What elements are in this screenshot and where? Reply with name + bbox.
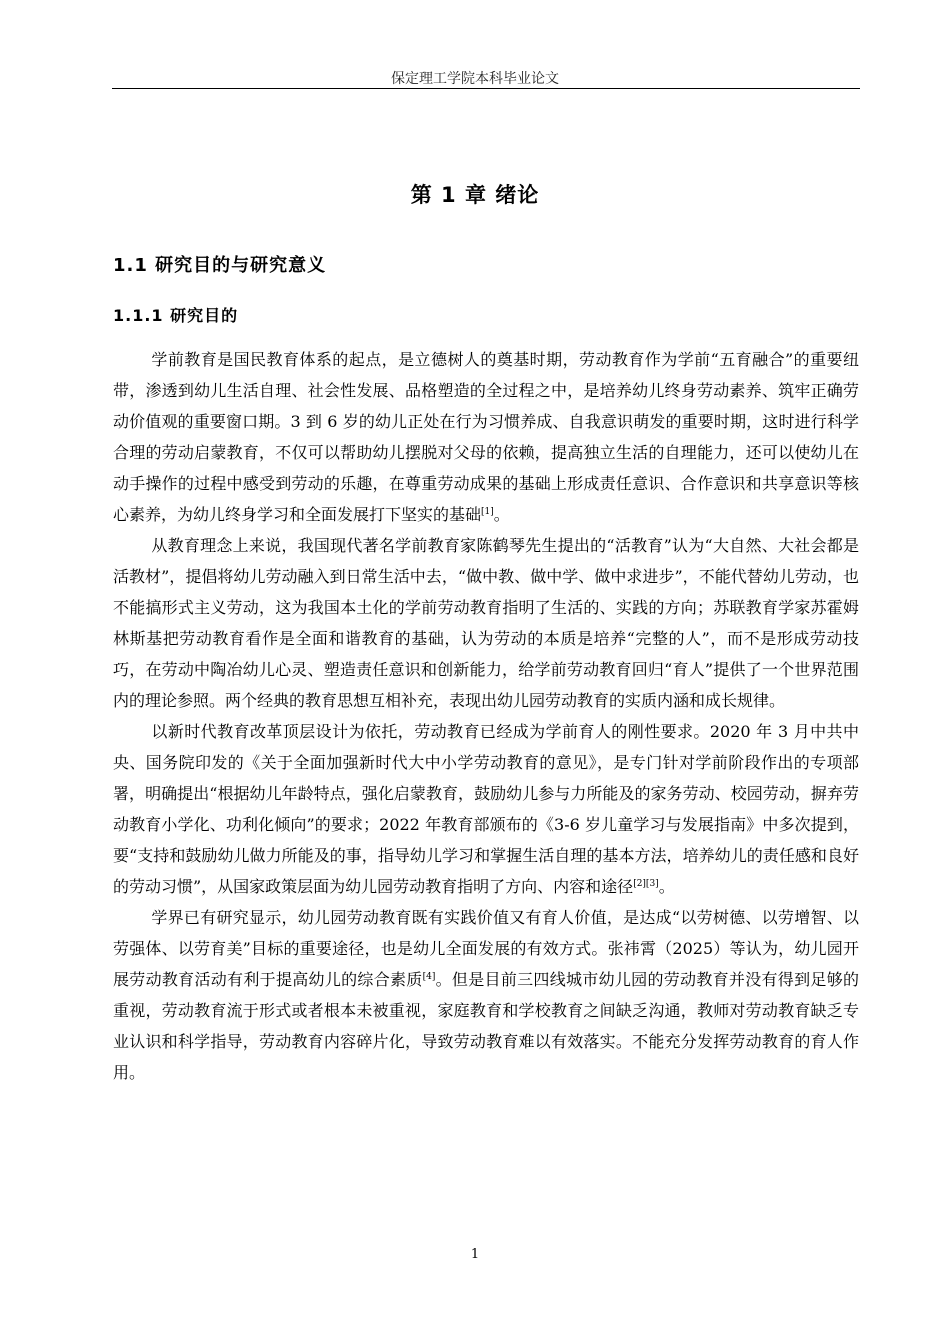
- citation: [4]: [422, 972, 436, 982]
- paragraph-2: [113, 530, 859, 716]
- running-header: 保定理工学院本科毕业论文: [391, 71, 559, 87]
- paragraph-4: [113, 902, 859, 1088]
- citation: [2][3]: [633, 879, 659, 889]
- subsection-heading: 1.1.1 研究目的: [113, 306, 239, 325]
- body-text: [113, 344, 859, 1088]
- paragraph-text: 以新时代教育改革顶层设计为依托，劳动教育已经成为学前育人的刚性要求。2020 年 3 月中共中央、国务院印发的《关于全面加强新时代大中小学劳动教育的意见》，是专门针对学前阶段作出的专项部署，明确提出“根据幼儿年龄特点，强化启蒙教育，鼓励幼儿参与力所能及的家务劳动、校园劳动，摒弃劳动教育小学化、功利化倾向”的要求；2022 年教育部颁布的《3-6 岁儿童学习与发展指南》中多次提到，要“支持和鼓励幼儿做力所能及的事，指导幼儿学习和掌握生活自理的基本方法，培养幼儿的责任感和良好的劳动习惯”，从国家政策层面为幼儿园劳动教育指明了方向、内容和途径: [113, 722, 859, 896]
- paragraph-1: [113, 344, 859, 530]
- chapter-title: 第 1 章 绪论: [410, 183, 540, 207]
- page-number: 1: [470, 1247, 480, 1262]
- paragraph-text: 学前教育是国民教育体系的起点，是立德树人的奠基时期，劳动教育作为学前“五育融合”的重要纽带，渗透到幼儿生活自理、社会性发展、品格塑造的全过程之中，是培养幼儿终身劳动素养、筑牢正确劳动价值观的重要窗口期。3 到 6 岁的幼儿正处在行为习惯养成、自我意识萌发的重要时期，这时进行科学合理的劳动启蒙教育，不仅可以帮助幼儿摆脱对父母的依赖，提高独立生活的自理能力，还可以使幼儿在动手操作的过程中感受到劳动的乐趣，在尊重劳动成果的基础上形成责任意识、合作意识和共享意识等核心素养，为幼儿终身学习和全面发展打下坚实的基础: [113, 350, 859, 524]
- header-rule: [112, 88, 860, 89]
- paragraph-text: 学界已有研究显示，幼儿园劳动教育既有实践价值又有育人价值，是达成“以劳树德、以劳增智、以劳强体、以劳育美”目标的重要途径，也是幼儿全面发展的有效方式。张祎霄（2025）等认为，幼儿园开展劳动教育活动有利于提高幼儿的综合素质: [113, 908, 859, 989]
- paragraph-3: [113, 716, 859, 902]
- paragraph-text: 从教育理念上来说，我国现代著名学前教育家陈鹤琴先生提出的“活教育”认为“大自然、大社会都是活教材”，提倡将幼儿劳动融入到日常生活中去，“做中教、做中学、做中求进步”，不能代替幼儿劳动，也不能搞形式主义劳动，这为我国本土化的学前劳动教育指明了生活的、实践的方向；苏联教育学家苏霍姆林斯基把劳动教育看作是全面和谐教育的基础，认为劳动的本质是培养“完整的人”，而不是形成劳动技巧，在劳动中陶冶幼儿心灵、塑造责任意识和创新能力，给学前劳动教育回归“育人”提供了一个世界范围内的理论参照。两个经典的教育思想互相补充，表现出幼儿园劳动教育的实质内涵和成长规律。: [113, 536, 859, 710]
- section-heading: 1.1 研究目的与研究意义: [113, 255, 327, 276]
- paragraph-tail: 。但是目前三四线城市幼儿园的劳动教育并没有得到足够的重视，劳动教育流于形式或者根本未被重视，家庭教育和学校教育之间缺乏沟通，教师对劳动教育缺乏专业认识和科学指导，劳动教育内容碎片化，导致劳动教育难以有效落实。不能充分发挥劳动教育的育人作用。: [113, 970, 859, 1082]
- citation: [1]: [481, 507, 494, 517]
- paragraph-tail: 。: [493, 505, 510, 524]
- paragraph-tail: 。: [658, 877, 675, 896]
